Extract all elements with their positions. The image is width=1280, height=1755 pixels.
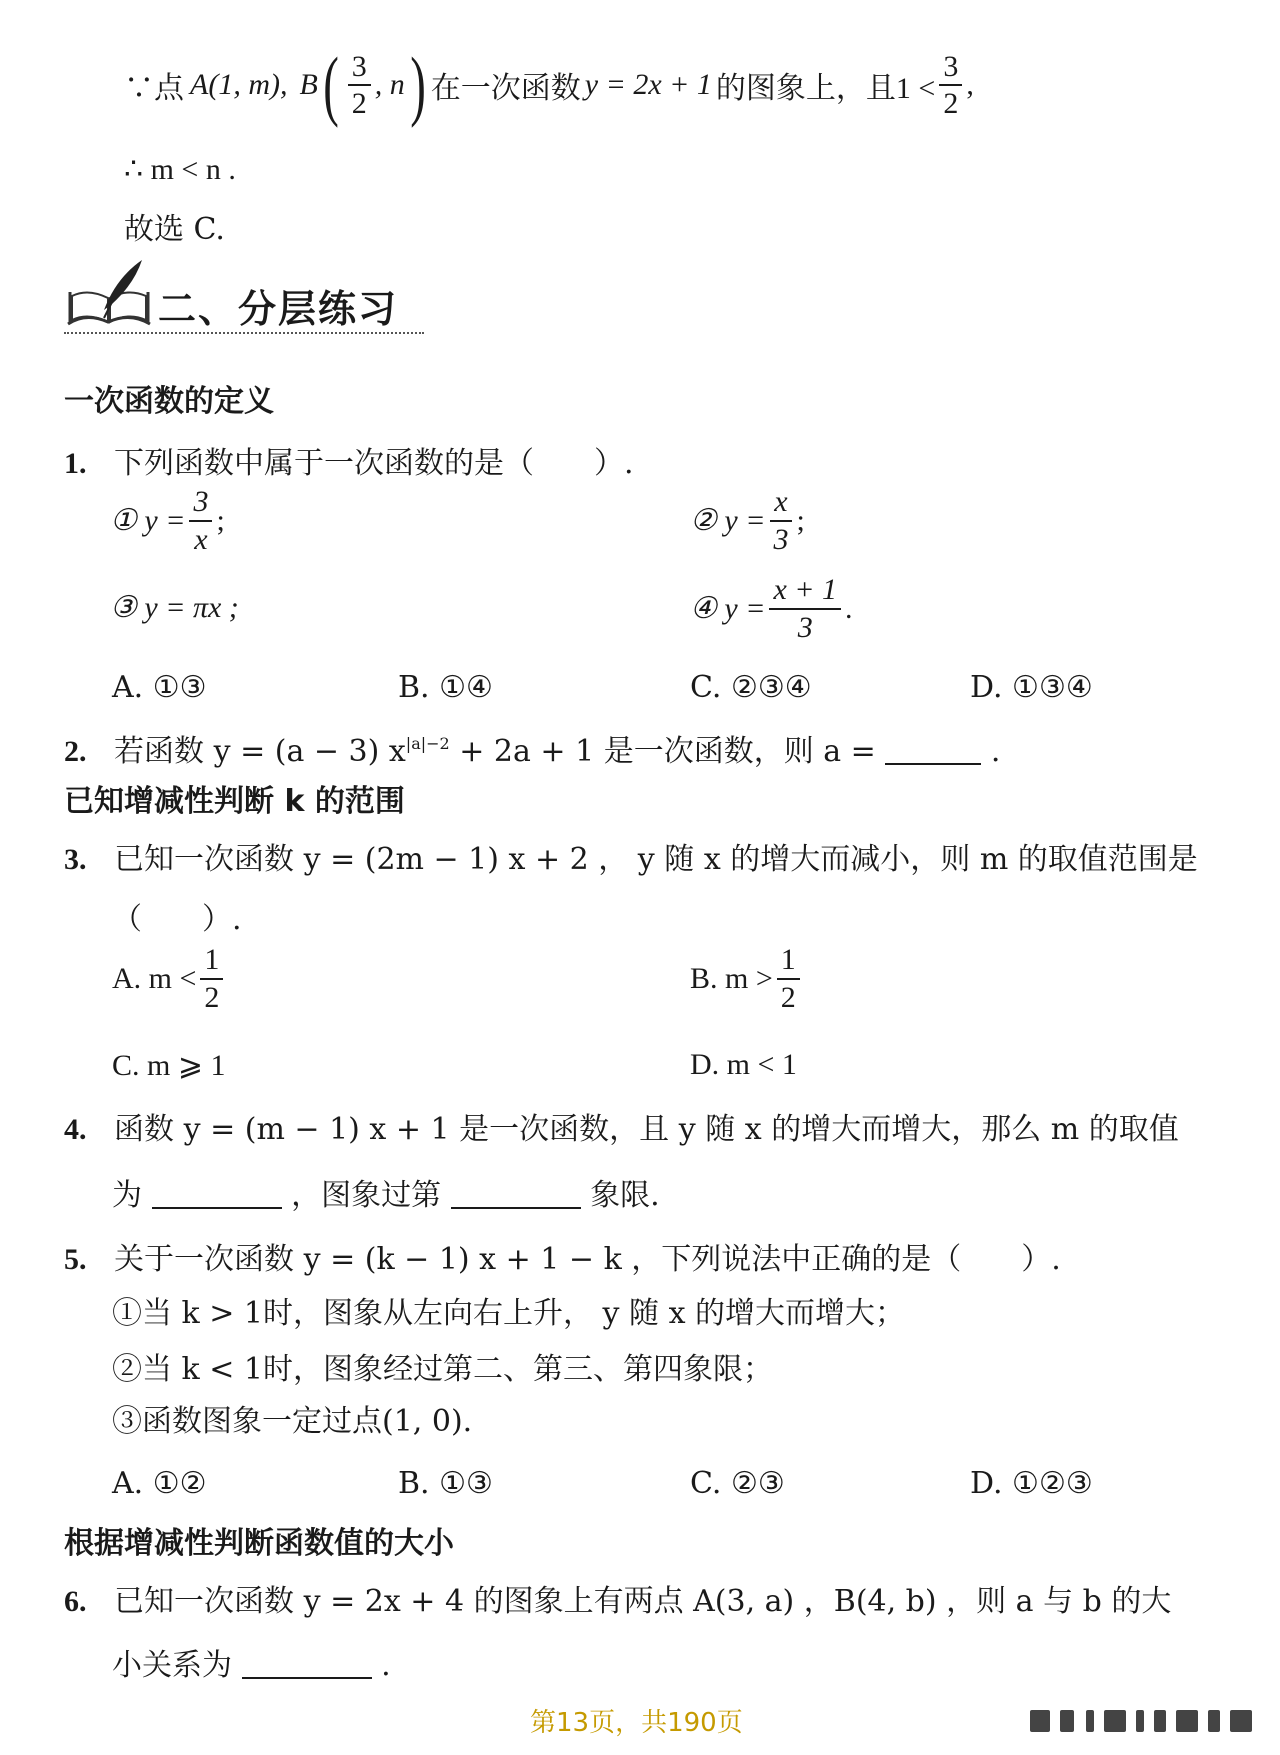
subsection-heading-compare-values: 根据增减性判断函数值的大小: [64, 1526, 454, 1561]
question-stem: 关于一次函数 y = (k − 1) x + 1 − k ，下列说法中正确的是（ ）.: [114, 1242, 1061, 1277]
question-number: 3.: [64, 843, 87, 876]
q1-opt4-frac: $\frac{x + 1}{3}$: [769, 574, 841, 643]
question-number: 4.: [64, 1113, 87, 1146]
solution-func: y = 2x + 1: [584, 68, 712, 101]
bar-icon: [1208, 1710, 1220, 1732]
q4-line2-b: ，图象过第: [291, 1178, 442, 1213]
bar-icon: [1136, 1710, 1144, 1732]
solution-mid: 在一次函数: [430, 72, 581, 105]
q2-end: .: [990, 734, 1001, 769]
q1-opt3-text: ③ y = πx ;: [110, 591, 239, 624]
q2-text-b: + 2a + 1 是一次函数，则 a =: [459, 734, 876, 769]
q1-opt2-end: ;: [796, 503, 805, 537]
subsection-heading-definition: 一次函数的定义: [64, 384, 274, 419]
solution-point-b-label: B: [299, 68, 318, 101]
q1-option-2: [690, 486, 805, 555]
question-6: [64, 1576, 1171, 1620]
q1-option-4: [690, 574, 853, 643]
q1-choice-d: D. ①③④: [970, 670, 1093, 705]
q1-opt1-end: ;: [216, 503, 225, 537]
q5-statement-1: ①当 k > 1时，图象从左向右上升， y 随 x 的增大而增大；: [112, 1296, 906, 1331]
q5-choice-a: A. ①②: [112, 1466, 207, 1501]
q3-choice-b: [690, 944, 804, 1013]
question-4: [64, 1104, 1179, 1148]
q1-opt1-prefix: ① y =: [110, 504, 186, 537]
bar-icon: [1104, 1710, 1126, 1732]
q3-a-frac: $\frac{1}{2}$: [200, 944, 223, 1013]
solution-because: ∵点: [124, 72, 184, 105]
paren-open: (: [323, 41, 339, 128]
q3-b-frac: $\frac{1}{2}$: [777, 944, 800, 1013]
q5-choice-d: D. ①②③: [970, 1466, 1093, 1501]
q2-answer-blank[interactable]: [885, 737, 981, 765]
q1-choice-b: B. ①④: [398, 670, 493, 705]
q3-b-prefix: B. m >: [690, 961, 773, 995]
bar-icon: [1060, 1710, 1074, 1732]
section-title: 二、分层练习: [158, 287, 399, 331]
question-number: 6.: [64, 1585, 87, 1618]
question-1: [64, 438, 634, 482]
q5-statement-2: ②当 k < 1时，图象经过第二、第三、第四象限；: [112, 1352, 774, 1387]
page-counter: 第13页，共190页: [530, 1708, 743, 1738]
q4-line-2: [112, 1170, 660, 1214]
q4-line2-a: 为: [112, 1178, 142, 1213]
q1-choice-a: A. ①③: [112, 670, 207, 705]
question-3: [64, 834, 1198, 878]
q1-opt2-prefix: ② y =: [690, 504, 766, 537]
q6-line2-text: 小关系为: [112, 1648, 232, 1683]
bar-icon: [1154, 1710, 1166, 1732]
paren-close: ): [409, 41, 426, 128]
solution-point-b-rest: , n: [374, 68, 405, 101]
book-quill-icon: [64, 258, 154, 342]
q1-option-3: [110, 590, 239, 625]
q2-text-a: 若函数 y = (a − 3) x: [114, 734, 406, 769]
bar-icon: [1086, 1710, 1094, 1732]
question-stem: 函数 y = (m − 1) x + 1 是一次函数，且 y 随 x 的增大而增大，那么 m 的取值: [114, 1112, 1179, 1147]
q1-opt2-frac: $\frac{x}{3}$: [769, 486, 792, 555]
q3-choice-c: C. m ⩾ 1: [112, 1049, 226, 1082]
question-number: 2.: [64, 735, 87, 768]
q1-option-1: [110, 486, 225, 555]
solution-frac: $\frac{3}{2}$: [939, 51, 962, 120]
q6-end: .: [381, 1648, 391, 1683]
question-number: 5.: [64, 1243, 87, 1276]
solution-point-a: A(1, m),: [190, 68, 288, 101]
q1-opt1-frac: $\frac{3}{x}$: [189, 486, 212, 555]
question-stem: 已知一次函数 y = (2m − 1) x + 2 ， y 随 x 的增大而减小，则 m 的取值范围是: [114, 842, 1198, 877]
q4-blank-2[interactable]: [451, 1181, 581, 1209]
solution-point-b-frac: $\frac{3}{2}$: [348, 51, 371, 120]
q6-answer-blank[interactable]: [242, 1651, 372, 1679]
q3-choice-d: D. m < 1: [690, 1048, 797, 1081]
q3-stem-line-2: （ ）.: [112, 902, 242, 937]
q2-exponent: |a|−2: [405, 734, 450, 753]
q1-choice-c: C. ②③④: [690, 670, 812, 705]
bar-icon: [1030, 1710, 1050, 1732]
question-stem: 已知一次函数 y = 2x + 4 的图象上有两点 A(3, a) ，B(4, b) ，则 a 与 b 的大: [114, 1584, 1172, 1619]
solution-line-2: ∴ m < n .: [124, 153, 236, 186]
q5-statement-3: ③函数图象一定过点(1, 0).: [112, 1404, 473, 1439]
question-stem: 下列函数中属于一次函数的是（ ）.: [114, 446, 634, 481]
q4-blank-1[interactable]: [152, 1181, 282, 1209]
question-number: 1.: [64, 447, 87, 480]
section-divider: [64, 332, 424, 334]
q1-opt4-prefix: ④ y =: [690, 592, 766, 625]
q4-line2-c: 象限.: [590, 1178, 660, 1213]
solution-line-1: [124, 40, 974, 130]
q6-line-2: [112, 1640, 391, 1684]
solution-line-3: 故选 C.: [124, 212, 225, 247]
q3-choice-a: [112, 944, 227, 1013]
q1-opt4-end: .: [845, 591, 853, 625]
solution-mid2: 的图象上，且1 <: [715, 72, 936, 105]
question-2: [64, 726, 1000, 770]
q3-a-prefix: A. m <: [112, 961, 197, 995]
subsection-heading-monotonic-k: 已知增减性判断 k 的范围: [64, 784, 405, 819]
question-5: [64, 1234, 1061, 1278]
bar-icon: [1230, 1710, 1252, 1732]
solution-end: ,: [966, 68, 974, 101]
bar-icon: [1176, 1710, 1198, 1732]
q5-choice-b: B. ①③: [398, 1466, 493, 1501]
q5-choice-c: C. ②③: [690, 1466, 785, 1501]
